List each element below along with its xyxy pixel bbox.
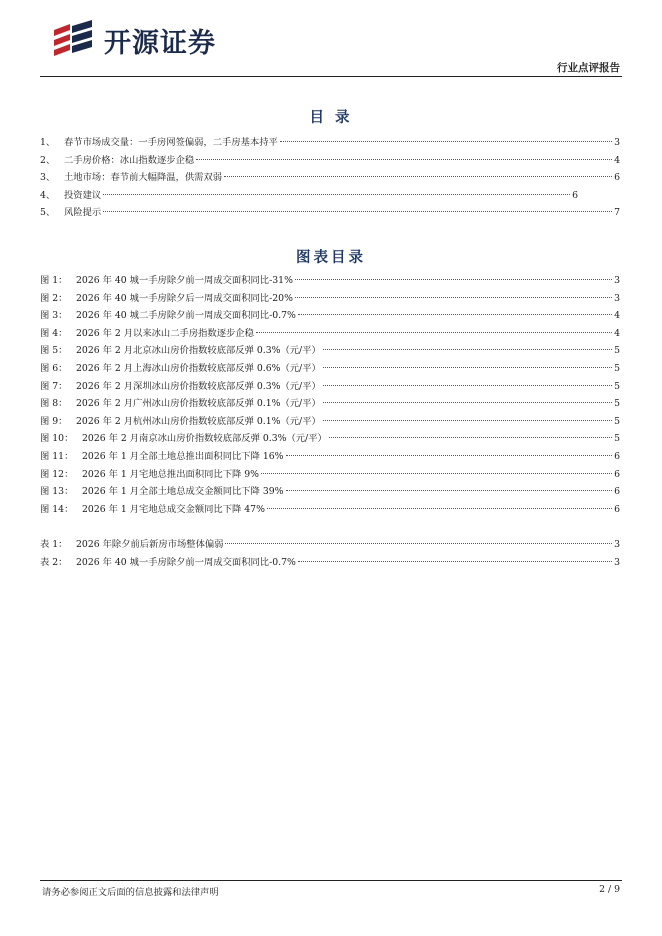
entry-title: 2026 年除夕前后新房市场整体偏弱	[76, 539, 224, 550]
dot-leader	[196, 159, 612, 160]
toc-entry[interactable]	[40, 554, 620, 572]
figures-list	[40, 272, 620, 518]
toc-entry[interactable]	[40, 413, 620, 431]
toc-entry[interactable]	[40, 360, 620, 378]
entry-page-number: 6	[614, 503, 620, 515]
entry-title: 2026 年 40 城一手房除夕前一周成交面积同比-31%	[76, 275, 293, 286]
entry-page-number: 6	[614, 172, 620, 184]
dot-leader	[323, 349, 612, 350]
entry-page-number: 5	[614, 345, 620, 357]
entry-page-number: 4	[614, 154, 620, 166]
toc-entry[interactable]	[40, 169, 620, 187]
page-indicator: 2 / 9	[599, 884, 620, 895]
logo-text: 开源证券	[104, 27, 216, 59]
entry-number: 图 8：	[40, 398, 68, 410]
entry-number: 图 14：	[40, 503, 74, 515]
dot-leader	[225, 543, 612, 544]
entry-title: 风险提示	[64, 207, 102, 219]
dot-leader	[323, 420, 612, 421]
entry-page-number: 5	[614, 433, 620, 445]
toc-entry[interactable]	[40, 501, 620, 519]
dot-leader	[295, 279, 612, 280]
entry-title: 2026 年 2 月广州冰山房价指数较底部反弹 0.1%（元/平）	[76, 398, 321, 410]
toc-entry[interactable]	[40, 378, 620, 396]
entry-page-number: 3	[614, 556, 620, 568]
toc-entry[interactable]	[40, 536, 620, 554]
toc-entry[interactable]	[40, 187, 620, 205]
entry-number: 图 6：	[40, 362, 68, 374]
toc-entry[interactable]	[40, 290, 620, 308]
entry-number: 1、	[40, 137, 56, 148]
entry-title: 2026 年 2 月以来冰山二手房指数逐步企稳	[76, 327, 254, 339]
tables-list	[40, 536, 620, 571]
entry-number: 4、	[40, 189, 56, 201]
entry-page-number: 3	[614, 539, 620, 550]
company-logo	[52, 18, 216, 62]
entry-title: 2026 年 1 月宅地总推出面积同比下降 9%	[82, 468, 260, 480]
toc-entry[interactable]	[40, 134, 620, 152]
entry-page-number: 4	[614, 327, 620, 339]
entry-title: 投资建议	[64, 189, 102, 201]
entry-page-number: 6	[614, 450, 620, 462]
toc-entry[interactable]	[40, 152, 620, 170]
entry-page-number: 5	[614, 398, 620, 410]
toc-entry[interactable]	[40, 325, 620, 343]
toc-title: 目 录	[309, 110, 353, 126]
entry-number: 表 1：	[40, 539, 68, 550]
entry-number: 图 7：	[40, 380, 68, 392]
toc-entry[interactable]	[40, 448, 620, 466]
dot-leader	[256, 332, 612, 333]
toc-entry[interactable]	[40, 430, 620, 448]
toc-entry[interactable]	[40, 204, 620, 222]
entry-title: 2026 年 40 城一手房除夕前一周成交面积同比-0.7%	[76, 556, 296, 568]
entry-title: 2026 年 1 月全部土地总推出面积同比下降 16%	[82, 450, 284, 462]
entry-number: 图 4：	[40, 327, 68, 339]
entry-number: 表 2：	[40, 556, 68, 568]
toc-list	[40, 134, 620, 222]
toc-entry[interactable]	[40, 395, 620, 413]
dot-leader	[103, 211, 612, 212]
header-divider	[40, 76, 622, 77]
entry-number: 图 13：	[40, 486, 74, 498]
entry-number: 2、	[40, 154, 56, 166]
figures-title: 图表目录	[296, 250, 366, 266]
footer-disclaimer: 请务必参阅正文后面的信息披露和法律声明	[42, 887, 219, 898]
entry-page-number: 6	[572, 189, 578, 201]
entry-title: 二手房价格：冰山指数逐步企稳	[64, 154, 195, 166]
entry-title: 土地市场：春节前大幅降温，供需双弱	[64, 172, 223, 184]
entry-page-number: 5	[614, 362, 620, 374]
dot-leader	[295, 297, 612, 298]
entry-page-number: 3	[614, 292, 620, 304]
dot-leader	[224, 176, 612, 177]
entry-number: 5、	[40, 207, 56, 219]
dot-leader	[323, 367, 612, 368]
entry-title: 2026 年 1 月全部土地总成交金额同比下降 39%	[82, 486, 284, 498]
entry-title: 2026 年 2 月北京冰山房价指数较底部反弹 0.3%（元/平）	[76, 345, 321, 357]
dot-leader	[323, 402, 612, 403]
entry-title: 2026 年 40 城一手房除夕后一周成交面积同比-20%	[76, 292, 293, 304]
dot-leader	[280, 141, 612, 142]
entry-number: 图 2：	[40, 292, 68, 304]
dot-leader	[323, 385, 612, 386]
entry-title: 2026 年 2 月深圳冰山房价指数较底部反弹 0.3%（元/平）	[76, 380, 321, 392]
dot-leader	[267, 508, 612, 509]
entry-page-number: 5	[614, 415, 620, 427]
entry-number: 图 12：	[40, 468, 74, 480]
toc-entry[interactable]	[40, 466, 620, 484]
entry-number: 图 3：	[40, 310, 68, 322]
toc-entry[interactable]	[40, 272, 620, 290]
report-type-label: 行业点评报告	[557, 62, 620, 74]
dot-leader	[286, 455, 613, 456]
entry-page-number: 7	[614, 207, 620, 219]
entry-title: 2026 年 2 月杭州冰山房价指数较底部反弹 0.1%（元/平）	[76, 415, 321, 427]
dot-leader	[261, 473, 612, 474]
dot-leader	[329, 437, 612, 438]
entry-number: 3、	[40, 172, 56, 184]
entry-page-number: 5	[614, 380, 620, 392]
entry-page-number: 3	[614, 275, 620, 286]
entry-number: 图 9：	[40, 415, 68, 427]
entry-title: 2026 年 1 月宅地总成交金额同比下降 47%	[82, 503, 265, 515]
entry-title: 2026 年 2 月上海冰山房价指数较底部反弹 0.6%（元/平）	[76, 362, 321, 374]
entry-number: 图 11：	[40, 450, 74, 462]
entry-number: 图 1：	[40, 275, 68, 286]
entry-page-number: 4	[614, 310, 620, 322]
dot-leader	[298, 314, 612, 315]
toc-entry[interactable]	[40, 342, 620, 360]
entry-title: 2026 年 40 城二手房除夕前一周成交面积同比-0.7%	[76, 310, 296, 322]
dot-leader	[103, 194, 570, 195]
dot-leader	[286, 490, 613, 491]
entry-number: 图 5：	[40, 345, 68, 357]
entry-page-number: 6	[614, 486, 620, 498]
footer-divider	[40, 880, 622, 881]
entry-page-number: 6	[614, 468, 620, 480]
entry-number: 图 10：	[40, 433, 74, 445]
toc-entry[interactable]	[40, 483, 620, 501]
entry-title: 春节市场成交量：一手房网签偏弱，二手房基本持平	[64, 137, 278, 148]
toc-entry[interactable]	[40, 307, 620, 325]
entry-title: 2026 年 2 月南京冰山房价指数较底部反弹 0.3%（元/平）	[82, 433, 327, 445]
entry-page-number: 3	[614, 137, 620, 148]
logo-mark-icon	[52, 20, 94, 60]
dot-leader	[298, 561, 612, 562]
